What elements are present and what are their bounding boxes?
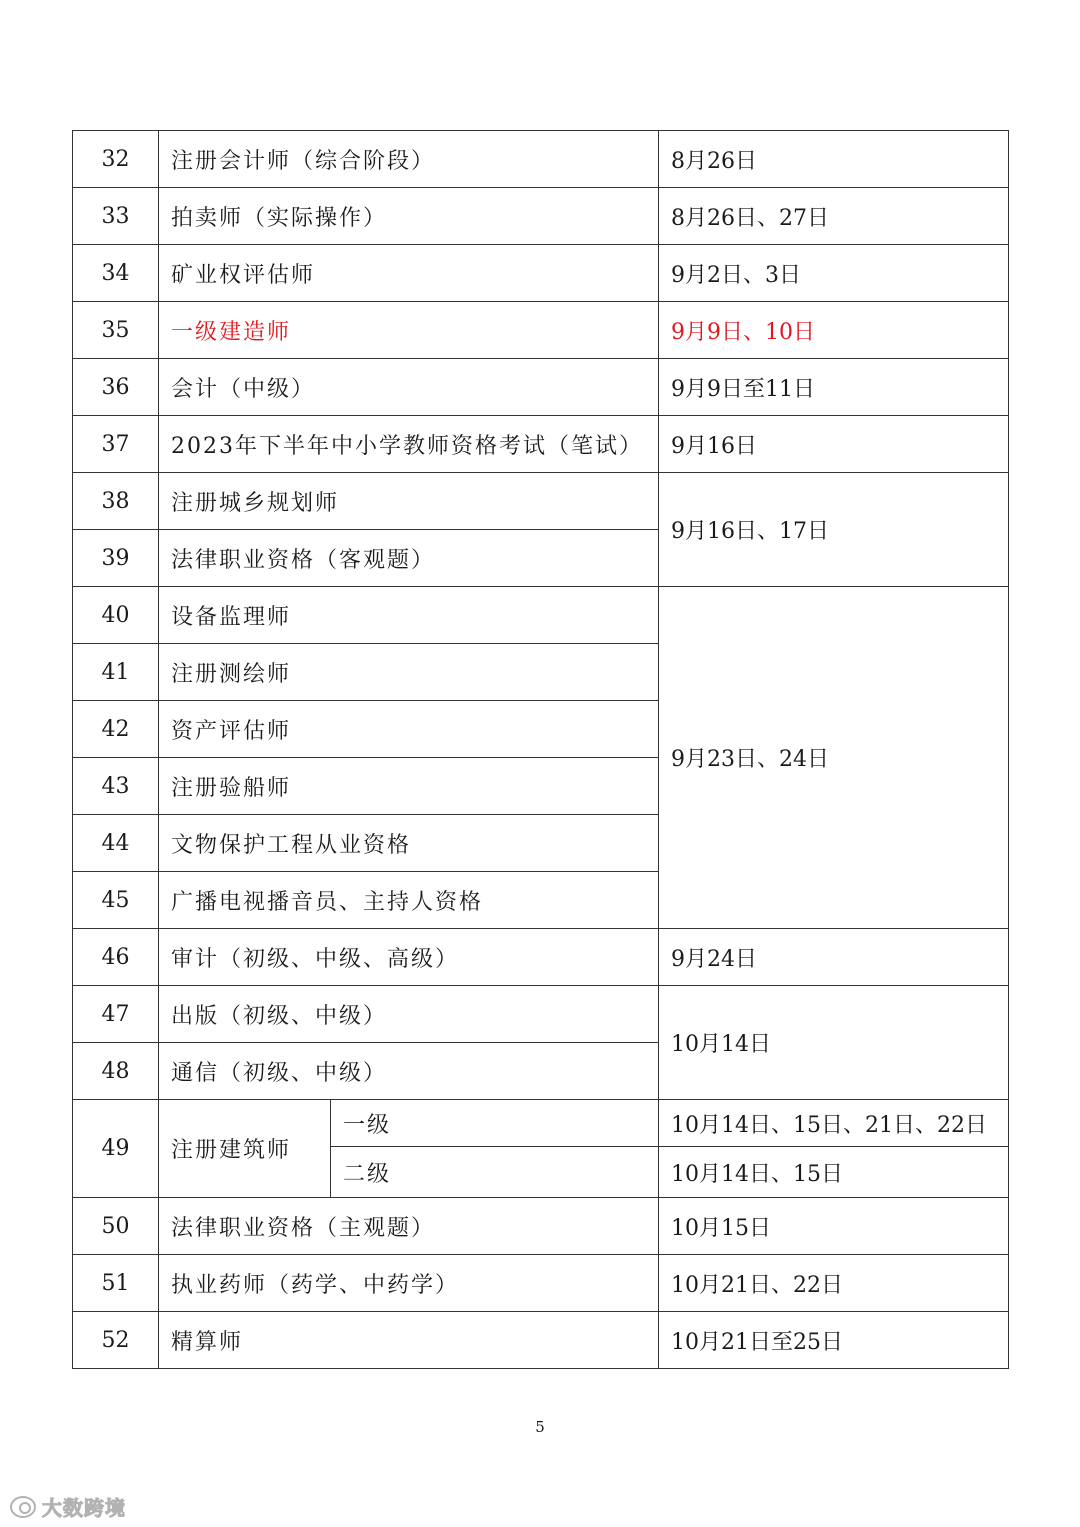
- exam-date: 9月9日至11日: [659, 359, 1009, 416]
- watermark-text: 大数跨境: [42, 1496, 126, 1520]
- table-row: [73, 188, 1009, 245]
- row-number: 46: [73, 929, 159, 986]
- row-number: 47: [73, 986, 159, 1043]
- table-row: [73, 473, 1009, 530]
- exam-date: 9月23日、24日: [659, 587, 1009, 929]
- exam-name: 注册建筑师: [159, 1100, 331, 1198]
- row-number: 49: [73, 1100, 159, 1198]
- exam-name: 法律职业资格（客观题）: [159, 530, 659, 587]
- row-number: 51: [73, 1255, 159, 1312]
- exam-name: 矿业权评估师: [159, 245, 659, 302]
- row-number: 41: [73, 644, 159, 701]
- exam-name: 审计（初级、中级、高级）: [159, 929, 659, 986]
- exam-level: 一级: [331, 1100, 659, 1147]
- exam-name: 文物保护工程从业资格: [159, 815, 659, 872]
- watermark: [10, 1492, 126, 1521]
- row-number: 36: [73, 359, 159, 416]
- table-row: [73, 416, 1009, 473]
- exam-date: 10月21日至25日: [659, 1312, 1009, 1369]
- exam-name: 2023年下半年中小学教师资格考试（笔试）: [159, 416, 659, 473]
- row-number: 33: [73, 188, 159, 245]
- exam-date: 8月26日、27日: [659, 188, 1009, 245]
- page-number: 5: [535, 1418, 545, 1436]
- exam-name-highlighted: 一级建造师: [159, 302, 659, 359]
- row-number: 35: [73, 302, 159, 359]
- exam-name: 法律职业资格（主观题）: [159, 1198, 659, 1255]
- row-number: 42: [73, 701, 159, 758]
- table-row: [73, 1255, 1009, 1312]
- table-row: [73, 302, 1009, 359]
- table-row: [73, 245, 1009, 302]
- table-row: [73, 131, 1009, 188]
- row-number: 43: [73, 758, 159, 815]
- row-number: 39: [73, 530, 159, 587]
- exam-date: 9月24日: [659, 929, 1009, 986]
- row-number: 32: [73, 131, 159, 188]
- exam-date: 9月2日、3日: [659, 245, 1009, 302]
- exam-name: 注册会计师（综合阶段）: [159, 131, 659, 188]
- exam-name: 注册测绘师: [159, 644, 659, 701]
- exam-name: 精算师: [159, 1312, 659, 1369]
- exam-date: 10月21日、22日: [659, 1255, 1009, 1312]
- exam-date: 10月15日: [659, 1198, 1009, 1255]
- row-number: 34: [73, 245, 159, 302]
- exam-name: 注册城乡规划师: [159, 473, 659, 530]
- row-number: 37: [73, 416, 159, 473]
- exam-name: 广播电视播音员、主持人资格: [159, 872, 659, 929]
- table-row: [73, 359, 1009, 416]
- exam-date-highlighted: 9月9日、10日: [659, 302, 1009, 359]
- table-row: [73, 587, 1009, 644]
- exam-date: 8月26日: [659, 131, 1009, 188]
- table-row: [73, 929, 1009, 986]
- exam-name: 注册验船师: [159, 758, 659, 815]
- row-number: 40: [73, 587, 159, 644]
- exam-date: 10月14日、15日、21日、22日: [659, 1100, 1009, 1147]
- exam-level: 二级: [331, 1147, 659, 1198]
- row-number: 50: [73, 1198, 159, 1255]
- watermark-logo-icon: [10, 1496, 36, 1518]
- row-number: 44: [73, 815, 159, 872]
- exam-date: 10月14日、15日: [659, 1147, 1009, 1198]
- exam-name: 会计（中级）: [159, 359, 659, 416]
- exam-name: 执业药师（药学、中药学）: [159, 1255, 659, 1312]
- exam-name: 设备监理师: [159, 587, 659, 644]
- row-number: 48: [73, 1043, 159, 1100]
- exam-date: 10月14日: [659, 986, 1009, 1100]
- exam-date: 9月16日: [659, 416, 1009, 473]
- row-number: 45: [73, 872, 159, 929]
- exam-name: 拍卖师（实际操作）: [159, 188, 659, 245]
- exam-name: 出版（初级、中级）: [159, 986, 659, 1043]
- row-number: 38: [73, 473, 159, 530]
- table-row: [73, 1312, 1009, 1369]
- row-number: 52: [73, 1312, 159, 1369]
- exam-schedule-table: [72, 130, 1009, 1369]
- table-row: [73, 1100, 1009, 1147]
- exam-name: 通信（初级、中级）: [159, 1043, 659, 1100]
- exam-name: 资产评估师: [159, 701, 659, 758]
- table-row: [73, 986, 1009, 1043]
- table-row: [73, 1198, 1009, 1255]
- exam-date: 9月16日、17日: [659, 473, 1009, 587]
